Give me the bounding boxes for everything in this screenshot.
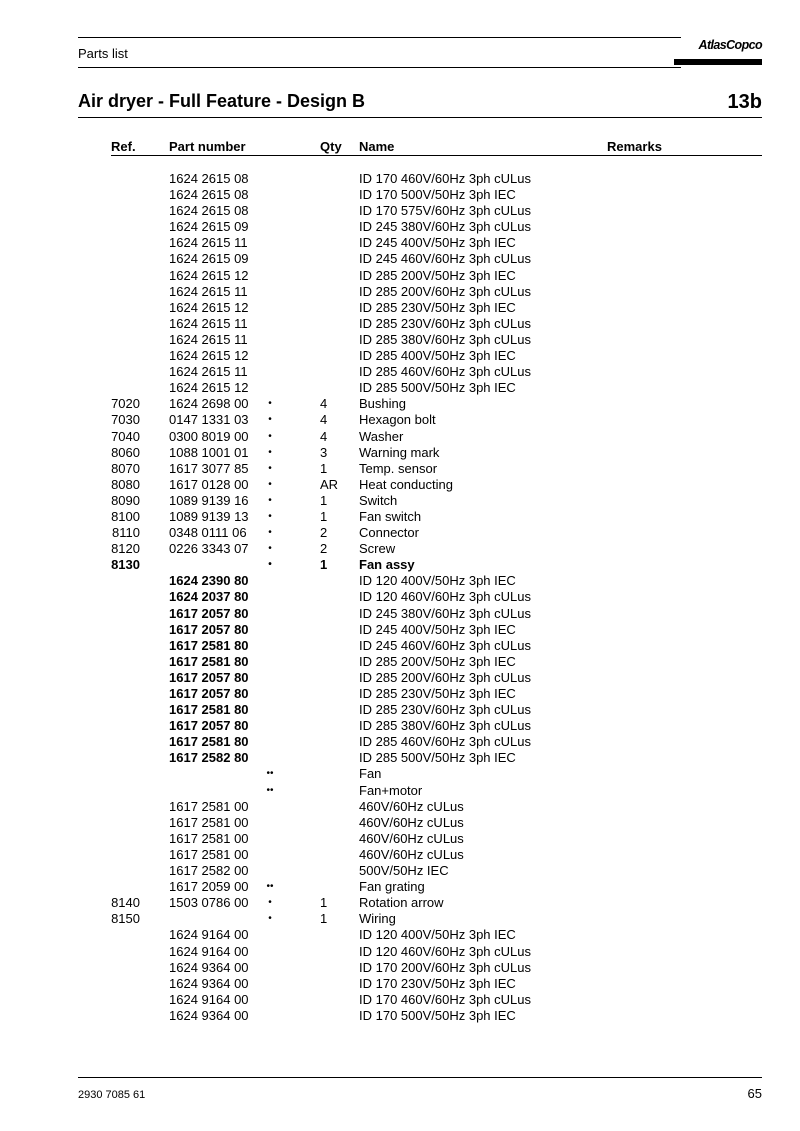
row-name: ID 245 380V/60Hz 3ph cULus [359,605,531,621]
row-part-number: 1617 2057 80 [169,621,249,637]
row-part-number: 0147 1331 03 [169,412,249,428]
row-ref: 7020 [111,396,140,412]
row-part-number: 1624 9364 00 [169,975,249,991]
row-level-marker: • [268,913,272,925]
row-part-number: 0348 0111 06 [169,525,247,541]
row-part-number: 1624 2615 08 [169,203,249,219]
row-ref: 8150 [111,911,140,927]
row-level-marker: • [268,559,272,571]
row-qty: 2 [320,525,328,541]
row-part-number: 1617 2581 80 [169,734,249,750]
table-row [0,284,800,300]
row-part-number: 1624 2615 08 [169,187,249,203]
row-ref: 8130 [111,557,140,573]
row-ref: 8090 [111,492,140,508]
header-top-rule [78,37,681,38]
row-part-number: 1617 2057 80 [169,686,249,701]
table-row [0,895,800,911]
row-part-number: 1624 2615 12 [169,380,249,396]
table-row [0,638,800,654]
table-row [0,911,800,927]
table-row [0,654,800,670]
row-level-marker: •• [266,881,274,893]
row-part-number: 1617 2582 80 [169,750,249,766]
row-level-marker: • [268,478,272,490]
row-name: 460V/60Hz cULus [359,814,464,830]
row-level-marker: • [268,446,272,458]
row-name: 460V/60Hz cULus [359,846,464,862]
table-row [0,750,800,766]
page-number: 65 [747,1086,762,1101]
row-name: ID 170 230V/50Hz 3ph IEC [359,975,516,991]
row-level-marker: •• [266,784,274,796]
col-header-name: Name [359,139,395,154]
table-row [0,734,800,750]
row-name: ID 285 380V/60Hz 3ph cULus [359,718,531,734]
row-name: ID 245 400V/50Hz 3ph IEC [359,235,516,251]
table-row [0,944,800,960]
row-part-number: 0226 3343 07 [169,541,249,557]
row-part-number: 1624 9164 00 [169,943,249,959]
row-name: ID 285 460V/60Hz 3ph cULus [359,364,531,380]
row-name: ID 245 380V/60Hz 3ph cULus [359,219,531,235]
row-part-number: 1624 2615 12 [169,299,249,315]
footer-rule [78,1077,762,1078]
row-name: ID 285 200V/60Hz 3ph cULus [359,283,531,299]
row-ref: 8060 [111,444,140,460]
row-name: Wiring [359,911,396,927]
table-row [0,348,800,364]
header-label: Parts list [78,46,128,61]
column-header-rule [111,155,762,156]
row-part-number: 1089 9139 13 [169,508,249,524]
row-name: ID 285 500V/50Hz 3ph IEC [359,380,516,396]
logo-wordmark: AtlasCopco [698,38,762,52]
table-row [0,541,800,557]
row-name: ID 285 460V/60Hz 3ph cULus [359,734,531,750]
atlas-copco-logo [672,36,762,66]
row-name: ID 170 460V/60Hz 3ph cULus [359,991,531,1007]
row-ref: 7030 [111,412,140,428]
table-row [0,429,800,445]
col-header-qty: Qty [320,139,342,154]
col-header-ref: Ref. [111,139,136,154]
row-part-number: 1089 9139 16 [169,492,249,508]
row-part-number: 1617 2581 80 [169,637,249,653]
row-level-marker: • [268,494,272,506]
row-name: ID 285 500V/50Hz 3ph IEC [359,750,516,766]
row-part-number: 1617 2057 80 [169,718,249,734]
row-name: ID 285 400V/50Hz 3ph IEC [359,348,516,364]
row-part-number: 1624 2615 08 [169,171,249,186]
row-part-number: 1617 0128 00 [169,476,249,492]
table-row [0,799,800,815]
row-level-marker: • [268,430,272,442]
table-row [0,831,800,847]
row-part-number: 1617 3077 85 [169,460,249,476]
row-part-number: 1503 0786 00 [169,895,249,911]
table-row [0,992,800,1008]
table-row [0,316,800,332]
row-qty: 1 [320,508,328,524]
row-name: Rotation arrow [359,895,444,911]
table-row [0,718,800,734]
row-part-number: 1617 2581 80 [169,653,249,669]
row-level-marker: • [268,510,272,522]
row-name: 460V/60Hz cULus [359,830,464,846]
row-ref: 8120 [111,541,140,557]
row-name: Screw [359,541,396,557]
row-part-number: 1617 2582 00 [169,863,249,879]
row-name: ID 120 400V/50Hz 3ph IEC [359,927,516,943]
row-ref: 8100 [111,508,140,524]
row-level-marker: • [268,543,272,555]
row-name: Washer [359,428,404,444]
table-row [0,847,800,863]
row-part-number: 1624 9164 00 [169,927,249,943]
row-name: ID 285 230V/50Hz 3ph IEC [359,686,516,701]
row-name: ID 285 230V/60Hz 3ph cULus [359,315,531,331]
title-rule [78,117,762,118]
row-level-marker: • [268,527,272,539]
table-row [0,251,800,267]
table-row [0,573,800,589]
row-name: Fan+motor [359,782,423,798]
col-header-part-number: Part number [169,139,246,154]
row-ref: 8080 [111,476,140,492]
header-bottom-rule [78,67,681,68]
table-row [0,927,800,943]
row-qty: 1 [320,492,328,508]
table-row [0,477,800,493]
row-ref: 8070 [111,460,140,476]
row-name: Heat conducting [359,476,453,492]
row-part-number: 1624 2390 80 [169,573,249,589]
row-name: ID 170 460V/60Hz 3ph cULus [359,171,531,186]
row-part-number: 1624 2615 11 [169,315,248,331]
row-level-marker: • [268,414,272,426]
table-row [0,702,800,718]
row-name: Hexagon bolt [359,412,436,428]
row-part-number: 1624 2698 00 [169,396,249,412]
row-name: ID 285 230V/60Hz 3ph cULus [359,702,531,718]
row-name: ID 170 575V/60Hz 3ph cULus [359,203,531,219]
row-part-number: 1624 2615 11 [169,283,248,299]
table-row [0,622,800,638]
row-part-number: 1624 2615 11 [169,364,248,380]
row-name: ID 285 380V/60Hz 3ph cULus [359,331,531,347]
row-qty: 1 [320,460,328,476]
row-part-number: 1617 2581 80 [169,702,249,718]
row-part-number: 1624 2037 80 [169,589,249,605]
row-name: 500V/50Hz IEC [359,863,449,879]
table-row [0,863,800,879]
row-part-number: 1088 1001 01 [169,444,249,460]
row-name: Connector [359,525,419,541]
row-name: Warning mark [359,444,440,460]
row-qty: 4 [320,412,328,428]
row-name: Fan [359,766,382,782]
table-row [0,171,800,187]
table-row [0,976,800,992]
row-name: 460V/60Hz cULus [359,798,464,814]
row-name: ID 120 460V/60Hz 3ph cULus [359,589,531,605]
table-row [0,815,800,831]
table-row [0,364,800,380]
row-name: ID 285 200V/50Hz 3ph IEC [359,267,516,283]
row-name: Fan grating [359,879,425,895]
table-row [0,461,800,477]
row-name: ID 120 460V/60Hz 3ph cULus [359,943,531,959]
row-part-number: 1624 2615 11 [169,331,248,347]
row-part-number: 1617 2059 00 [169,879,249,895]
table-row [0,219,800,235]
row-part-number: 1617 2581 00 [169,798,249,814]
table-row [0,268,800,284]
row-name: ID 245 460V/60Hz 3ph cULus [359,637,531,653]
table-row [0,960,800,976]
row-level-marker: • [268,462,272,474]
page-title: Air dryer - Full Feature - Design B [78,91,366,111]
row-qty: 1 [320,895,328,911]
row-part-number: 1624 2615 12 [169,267,249,283]
row-part-number: 1617 2057 80 [169,669,249,685]
row-name: Temp. sensor [359,460,438,476]
row-name: ID 285 200V/60Hz 3ph cULus [359,669,531,685]
table-row [0,235,800,251]
row-name: Fan switch [359,508,422,524]
row-qty: AR [320,476,339,492]
row-part-number: 1624 2615 11 [169,235,248,251]
row-part-number: 1624 9364 00 [169,959,249,975]
row-part-number: 1617 2581 00 [169,814,249,830]
row-name: Switch [359,492,398,508]
row-part-number: 1624 9364 00 [169,1007,249,1023]
table-row [0,187,800,203]
table-row [0,606,800,622]
row-qty: 1 [320,557,328,573]
table-row [0,783,800,799]
row-level-marker: • [268,398,272,410]
table-row [0,203,800,219]
table-row [0,766,800,782]
table-row [0,300,800,316]
row-name: ID 245 460V/60Hz 3ph cULus [359,251,531,267]
row-name: ID 170 200V/60Hz 3ph cULus [359,959,531,975]
row-part-number: 1624 2615 09 [169,219,249,235]
table-row [0,879,800,895]
row-name: Fan assy [359,557,415,573]
table-row [0,445,800,461]
row-ref: 8140 [111,895,140,911]
row-level-marker: • [268,897,272,909]
row-part-number: 1624 9164 00 [169,991,249,1007]
table-row [0,686,800,702]
table-row [0,557,800,573]
table-row [0,396,800,412]
section-number: 13b [727,91,762,113]
row-qty: 3 [320,444,328,460]
row-qty: 2 [320,541,328,557]
row-ref: 7040 [111,428,140,444]
row-name: ID 170 500V/50Hz 3ph IEC [359,187,516,203]
table-row [0,332,800,348]
table-row [0,1008,800,1024]
row-name: ID 120 400V/50Hz 3ph IEC [359,573,516,589]
table-row [0,380,800,396]
row-name: ID 285 230V/50Hz 3ph IEC [359,299,516,315]
row-part-number: 0300 8019 00 [169,428,249,444]
row-name: ID 245 400V/50Hz 3ph IEC [359,621,516,637]
table-row [0,412,800,428]
row-part-number: 1617 2581 00 [169,830,249,846]
parts-table [0,171,800,1024]
table-row [0,493,800,509]
row-part-number: 1617 2581 00 [169,846,249,862]
table-row [0,525,800,541]
table-row [0,509,800,525]
row-qty: 4 [320,428,328,444]
row-part-number: 1624 2615 09 [169,251,249,267]
row-name: ID 285 200V/50Hz 3ph IEC [359,653,516,669]
row-name: Bushing [359,396,406,412]
row-qty: 1 [320,911,328,927]
row-part-number: 1624 2615 12 [169,348,249,364]
row-name: ID 170 500V/50Hz 3ph IEC [359,1007,516,1023]
table-row [0,589,800,605]
logo-bar [674,59,762,65]
row-qty: 4 [320,396,328,412]
row-level-marker: •• [266,768,274,780]
row-ref: 8110 [112,525,140,541]
row-part-number: 1617 2057 80 [169,605,249,621]
document-number: 2930 7085 61 [78,1089,146,1101]
table-row [0,670,800,686]
col-header-remarks: Remarks [607,139,662,154]
